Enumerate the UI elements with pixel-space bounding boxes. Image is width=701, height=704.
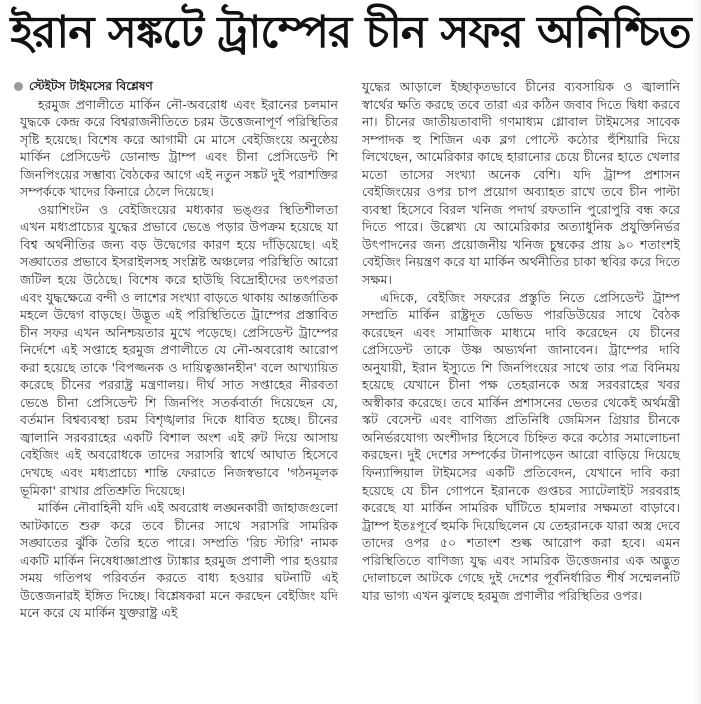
paragraph: যুদ্ধের আড়ালে ইচ্ছাকৃতভাবে চীনের ব্যবসায়িক ও জ্বালানি স্বার্থের ক্ষতি করছে তবে তারা এর কঠিন জবাব দিতে দ্বিধা করবে না। চীনের জাতীয়তাবাদী গণমাধ্যম গ্লোবাল টাইমসের সাবেক সম্পাদক হু শিজিন এক ব্লগ পোস্টে কঠোর হুঁশিয়ারি দিয়ে লিখেছেন, আমেরিকার কাছে হারানোর চেয়ে চীনের হাতে খেলার মতো তাসের সংখ্যা অনেক বেশি। যদি ট্রাম্প প্রশাসন বেইজিংয়ের ওপর চাপ প্রয়োগ অব্যাহত রাখে তবে চীন পাল্টা ব্যবস্থা হিসেবে বিরল খনিজ পদার্থ রফতানি পুরোপুরি বন্ধ করে দিতে পারে। উল্লেখ্য যে আমেরিকার অত্যাধুনিক প্রযুক্তিনির্ভর উৎপাদনের জন্য প্রয়োজনীয় খনিজ চুম্বকের প্রায় ৯০ শতাংশই বেইজিং নিয়ন্ত্রণ করে যা মার্কিন অর্থনীতির চাকা স্থবির করে দিতে সক্ষম।: [362, 79, 680, 288]
article-column-right: [362, 78, 680, 604]
byline-text: স্টেইটস টাইমসের বিশ্লেষণ: [29, 79, 153, 93]
bullet-icon: [14, 82, 23, 91]
article-column-left: [20, 78, 338, 622]
paragraph: ওয়াশিংটন ও বেইজিংয়ের মধ্যকার ভঙ্গুর স্থিতিশীলতা এখন মধ্যপ্রাচ্যের যুদ্ধের প্রভাবে ভেঙে পড়ার উপক্রম হয়েছে যা বিশ্ব অর্থনীতির জন্য বড় উদ্বেগের কারণ হয়ে দাঁড়িয়েছে। এই সঙ্ঘাতের প্রভাবে ইসরাইলসহ সংশ্লিষ্ট অঞ্চলের পরিস্থিতি আরো জটিল হয়ে উঠেছে। বিশেষ করে হাউছি বিদ্রোহীদের তৎপরতা এবং যুদ্ধক্ষেত্রে বন্দী ও লাশের সংখ্যা বাড়তে থাকায় আন্তর্জাতিক মহলে উদ্বেগ বাড়ছে। উদ্ভূত এই পরিস্থিতিতে ট্রাম্পের প্রস্তাবিত চীন সফর এখন অনিশ্চয়তার মুখে পড়েছে। প্রেসিডেন্ট ট্রাম্পের নির্দেশে এই সপ্তাহে হরমুজ প্রণালীতে যে নৌ-অবরোধ আরোপ করা হয়েছে তাকে 'বিপজ্জনক ও দায়িত্বজ্ঞানহীন' বলে আখ্যায়িত করেছে চীনের পররাষ্ট্র মন্ত্রণালয়। দীর্ঘ সাত সপ্তাহের নীরবতা ভেঙে চীনা প্রেসিডেন্ট শি জিনপিং সতর্কবার্তা দিয়েছেন যে, বর্তমান বিশ্বব্যবস্থা চরম বিশৃঙ্খলার দিকে ধাবিত হচ্ছে। চীনের জ্বালানি সরবরাহের একটি বিশাল অংশ এই রুট দিয়ে আসায় বেইজিং এই অবরোধকে তাদের সরাসরি স্বার্থে আঘাত হিসেবে দেখছে এবং মধ্যপ্রাচ্যে শান্তি ফেরাতে নিজস্বভাবে 'গঠনমূলক ভূমিকা' রাখার প্রতিশ্রুতি দিয়েছে।: [20, 201, 338, 498]
paragraph: মার্কিন নৌবাহিনী যদি এই অবরোধ লঙ্ঘনকারী জাহাজগুলো আটকাতে শুরু করে তবে চীনের সাথে সরাসরি সামরিক সঙ্ঘাতের ঝুঁকি তৈরি হতে পারে। সম্প্রতি 'রিচ স্টারি' নামক একটি মার্কিন নিষেধাজ্ঞাপ্রাপ্ত ট্যাঙ্কার হরমুজ প্রণালী পার হওয়ার সময় গতিপথ পরিবর্তন করতে বাধ্য হওয়ার ঘটনাটি এই উত্তেজনারই ইঙ্গিত দিচ্ছে। বিশ্লেষকরা মনে করছেন বেইজিং যদি মনে করে যে মার্কিন যুক্তরাষ্ট্র এই: [20, 500, 338, 621]
byline: [14, 78, 338, 96]
headline: ইরান সঙ্কটে ট্রাম্পের চীন সফর অনিশ্চিত: [10, 7, 691, 58]
page-edge: [693, 0, 701, 704]
paragraph: এদিকে, বেইজিং সফরের প্রস্তুতি নিতে প্রেসিডেন্ট ট্রাম্প সম্প্রতি মার্কিন রাষ্ট্রদূত ডেভিড পারডিউয়ের সাথে বৈঠক করেছেন এবং সামাজিক মাধ্যমে দাবি করেছেন যে চীনের প্রেসিডেন্ট তাকে উষ্ণ অভ্যর্থনা জানাবেন। ট্রাম্পের দাবি অনুযায়ী, ইরান ইস্যুতে শি জিনপিংয়ের সাথে তার পত্র বিনিময় হয়েছে যেখানে চীনা পক্ষ তেহরানকে অস্ত্র সরবরাহের খবর অস্বীকার করেছে। তবে মার্কিন প্রশাসনের ভেতর থেকেই অর্থমন্ত্রী স্কট বেসেন্ট এবং বাণিজ্য প্রতিনিধি জেমিসন গ্রিয়ার চীনকে অনির্ভরযোগ্য অংশীদার হিসেবে চিহ্নিত করে কঠোর সমালোচনা করছেন। দুই দেশের সম্পর্কের টানাপড়েন আরো বাড়িয়ে দিয়েছে ফিন্যান্সিয়াল টাইমসের একটি প্রতিবেদন, যেখানে দাবি করা হয়েছে যে চীন গোপনে ইরানকে গুপ্তচর স্যাটেলাইট সরবরাহ করেছে যা মার্কিন সামরিক ঘাঁটিতে হামলার সক্ষমতা বাড়াবে। ট্রাম্প ইতঃপূর্বে হুমকি দিয়েছিলেন যে তেহরানকে যারা অস্ত্র দেবে তাদের ওপর ৫০ শতাংশ শুল্ক আরোপ করা হবে। এমন পরিস্থিতিতে বাণিজ্য যুদ্ধ এবং সামরিক উত্তেজনার এক অদ্ভুত দোলাচলে আটকে গেছে দুই দেশের পূর্বনির্ধারিত শীর্ষ সম্মেলনটি যার ভাগ্য এখন ঝুলছে হরমুজ প্রণালীর পরিস্থিতির ওপর।: [362, 289, 680, 603]
paragraph: হরমুজ প্রণালীতে মার্কিন নৌ-অবরোধ এবং ইরানের চলমান যুদ্ধকে কেন্দ্র করে বিশ্বরাজনীতিতে চরম উত্তেজনাপূর্ণ পরিস্থিতির সৃষ্টি হয়েছে। বিশেষ করে আগামী মে মাসে বেইজিংয়ে অনুষ্ঠেয় মার্কিন প্রেসিডেন্ট ডোনাল্ড ট্রাম্প এবং চীনা প্রেসিডেন্ট শি জিনপিংয়ের সম্ভাব্য বৈঠকের আগে এই নতুন সঙ্কট দুই পরাশক্তির সম্পর্ককে খাদের কিনারে ঠেলে দিয়েছে।: [20, 96, 338, 200]
